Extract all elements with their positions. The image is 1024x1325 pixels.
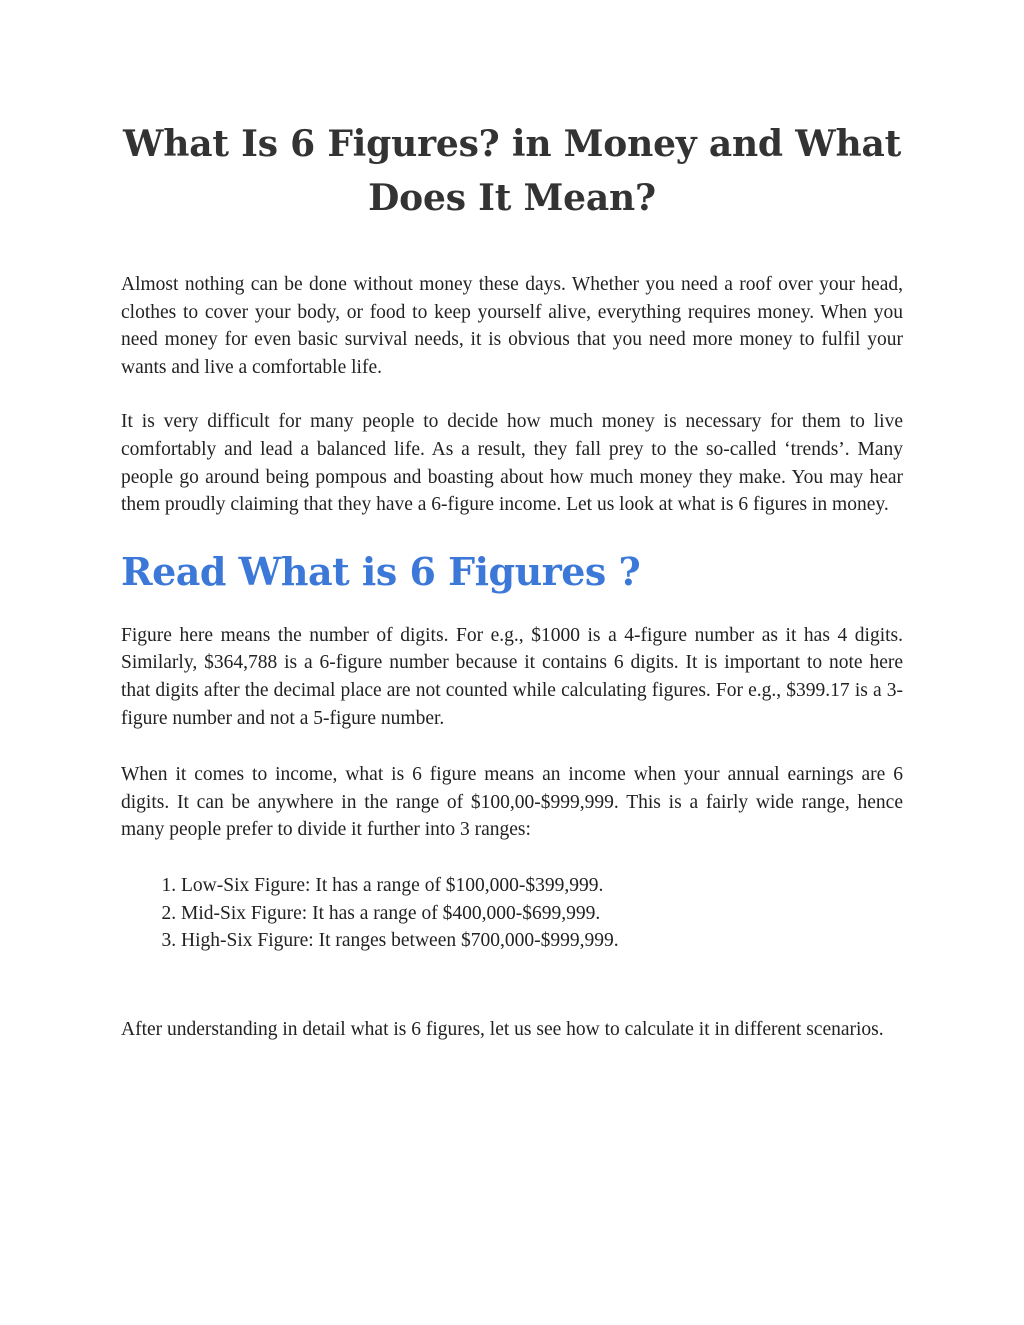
ranges-list: [121, 872, 903, 955]
closing-paragraph: After understanding in detail what is 6 figures, let us see how to calculate it in different scenarios.: [121, 1018, 884, 1040]
trends-paragraph: It is very difficult for many people to decide how much money is necessary for them to live comfortably and lead a balanced life. As a result, they fall prey to the so-called ‘trends’. Many people go around being pompous and boasting about how much money they make. You may hear them proudly claiming that they have a 6-figure income. Let us look at what is 6 figures in money.: [121, 411, 903, 516]
figure-definition-paragraph: Figure here means the number of digits. For e.g., $1000 is a 4-figure number as it has 4 digits. Similarly, $364,788 is a 6-figure number because it contains 6 digits. It is important to note here that digits after the decimal place are not counted while calculating figures. For e.g., $399.17 is a 3-figure number and not a 5-figure number.: [121, 624, 903, 729]
section-heading: Read What is 6 Figures ?: [121, 548, 641, 594]
intro-paragraph: Almost nothing can be done without money these days. Whether you need a roof over your head, clothes to cover your body, or food to keep yourself alive, everything requires money. When you need money for even basic survival needs, it is obvious that you need more money to fulfil your wants and live a comfortable life.: [121, 274, 903, 378]
income-paragraph: When it comes to income, what is 6 figure means an income when your annual earnings are 6 digits. It can be anywhere in the range of $100,00-$999,999. This is a fairly wide range, hence many people prefer to divide it further into 3 ranges:: [121, 764, 903, 841]
list-item: 1. Low-Six Figure: It has a range of $100,000-$399,999.: [181, 872, 903, 900]
list-item: 2. Mid-Six Figure: It has a range of $400,000-$699,999.: [181, 900, 903, 928]
page-title: What Is 6 Figures? in Money and What Does It Mean?: [123, 123, 901, 219]
document-page: [121, 0, 903, 1043]
list-item: 3. High-Six Figure: It ranges between $700,000-$999,999.: [181, 927, 903, 955]
